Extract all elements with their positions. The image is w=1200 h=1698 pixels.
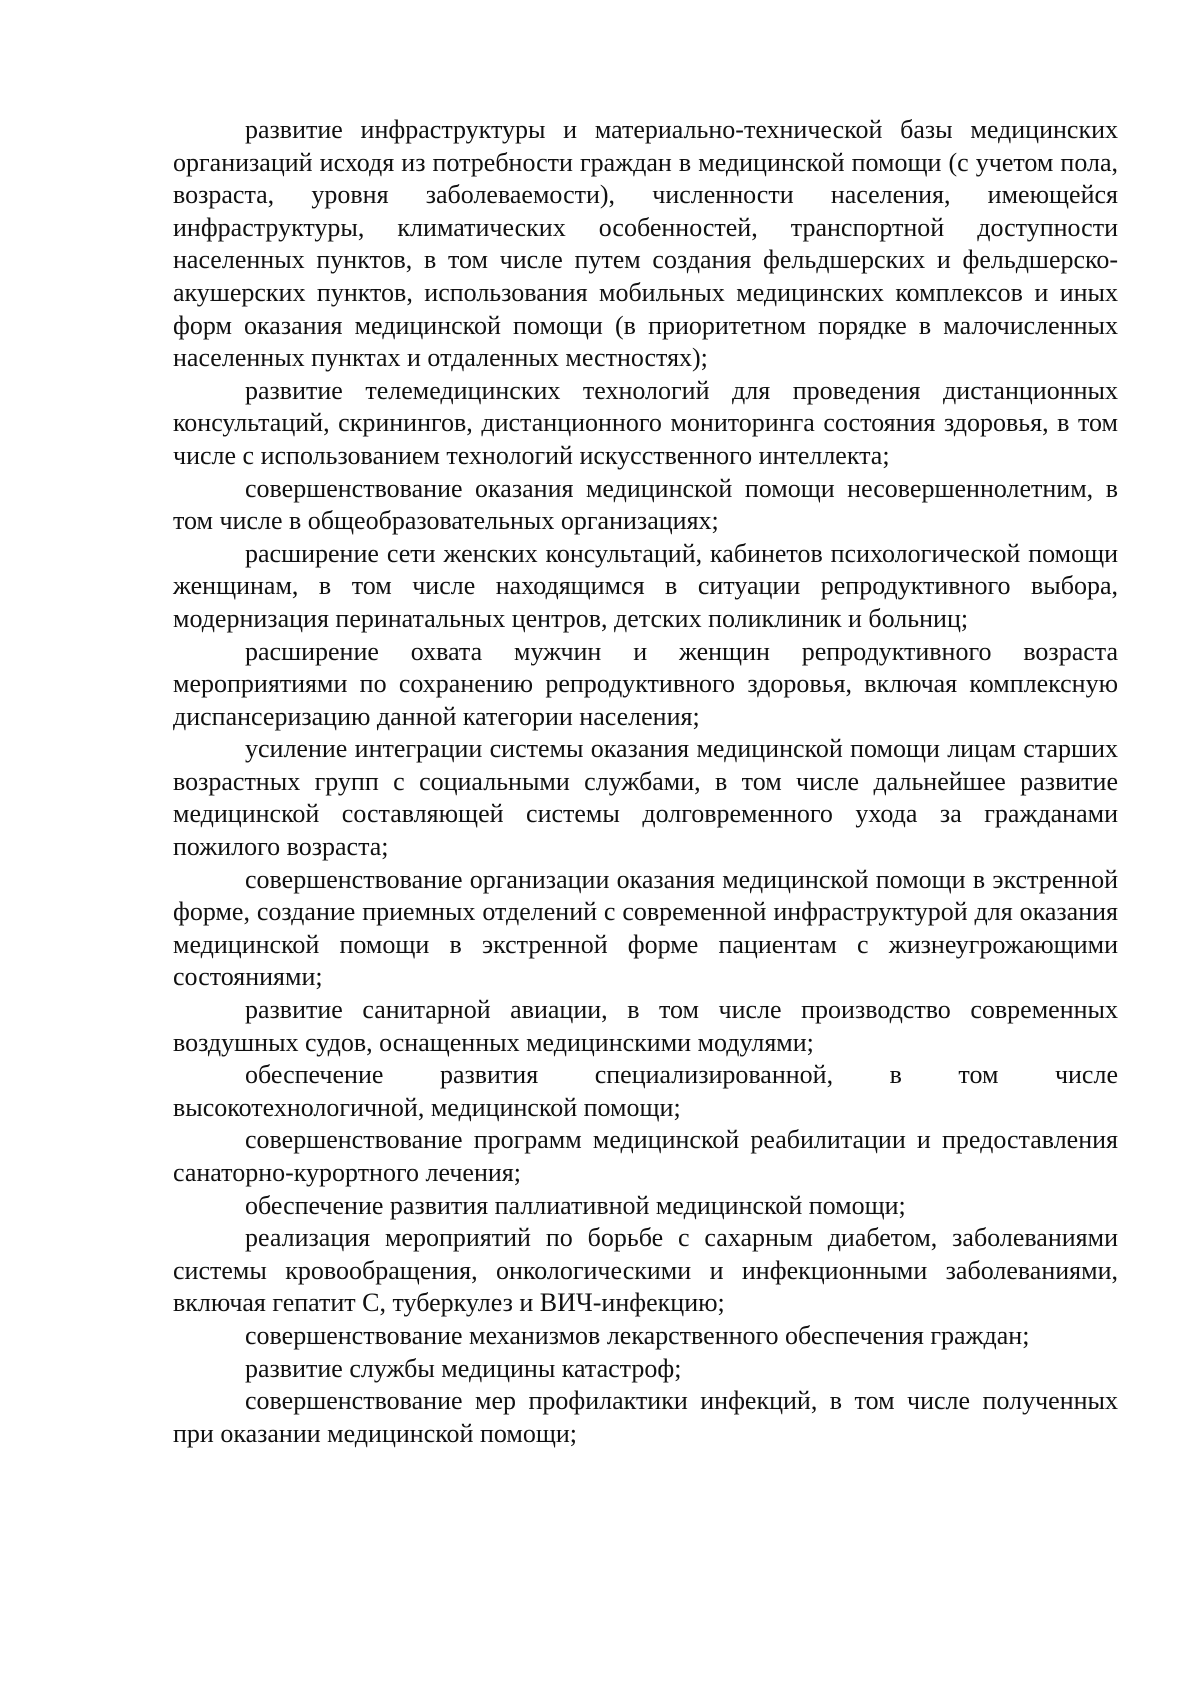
paragraph-womens-clinics: расширение сети женских консультаций, кабинетов психологической помощи женщинам, в том числе находящимся в ситуации репродуктивного выбора, модернизация перинатальных центров, детских поликлиник и больниц; <box>173 538 1118 633</box>
paragraph-minors-care: совершенствование оказания медицинской помощи несовершеннолетним, в том числе в общеобразовательных организациях; <box>173 473 1118 536</box>
paragraph-telemedicine: развитие телемедицинских технологий для проведения дистанционных консультаций, скринингов, дистанционного мониторинга состояния здоровья, в том числе с использованием технологий искусственного интеллекта; <box>173 375 1118 470</box>
paragraph-drug-supply: совершенствование механизмов лекарственного обеспечения граждан; <box>245 1320 1030 1350</box>
paragraph-disaster-medicine: развитие службы медицины катастроф; <box>245 1353 682 1383</box>
document-body <box>173 114 1118 1450</box>
paragraph-infection-prevention: совершенствование мер профилактики инфекций, в том числе полученных при оказании медицинской помощи; <box>173 1386 1118 1448</box>
paragraph-elderly-integration: усиление интеграции системы оказания медицинской помощи лицам старших возрастных групп с социальными службами, в том числе дальнейшее развитие медицинской составляющей системы долговременного ухода за гражданами пожилого возраста; <box>173 734 1118 862</box>
paragraph-disease-control: реализация мероприятий по борьбе с сахарным диабетом, заболеваниями системы кровообращения, онкологическими и инфекционными заболеваниями, включая гепатит С, туберкулез и ВИЧ-инфекцию; <box>173 1223 1118 1318</box>
paragraph-sanitary-aviation: развитие санитарной авиации, в том числе производство современных воздушных судов, оснащенных медицинскими модулями; <box>173 995 1118 1057</box>
paragraph-infrastructure: развитие инфраструктуры и материально-технической базы медицинских организаций исходя из потребности граждан в медицинской помощи (с учетом пола, возраста, уровня заболеваемости), численности населения, имеющейся инфраструктуры, климатических особенностей, транспортной доступности населенных пунктов, в том числе путем создания фельдшерских и фельдшерско-акушерских пунктов, использования мобильных медицинских комплексов и иных форм оказания медицинской помощи (в приоритетном порядке в малочисленных населенных пунктах и отдаленных местностях); <box>173 115 1118 373</box>
paragraph-emergency-care: совершенствование организации оказания медицинской помощи в экстренной форме, создание приемных отделений с современной инфраструктурой для оказания медицинской помощи в экстренной форме пациентам с жизнеугрожающими состояниями; <box>173 864 1118 992</box>
paragraph-reproductive-health: расширение охвата мужчин и женщин репродуктивного возраста мероприятиями по сохранению репродуктивного здоровья, включая комплексную диспансеризацию данной категории населения; <box>173 636 1118 731</box>
paragraph-specialized-care: обеспечение развития специализированной, в том числе высокотехнологичной, медицинской помощи; <box>173 1060 1118 1122</box>
paragraph-rehabilitation: совершенствование программ медицинской реабилитации и предоставления санаторно-курортного лечения; <box>173 1125 1118 1187</box>
paragraph-palliative-care: обеспечение развития паллиативной медицинской помощи; <box>245 1190 906 1220</box>
